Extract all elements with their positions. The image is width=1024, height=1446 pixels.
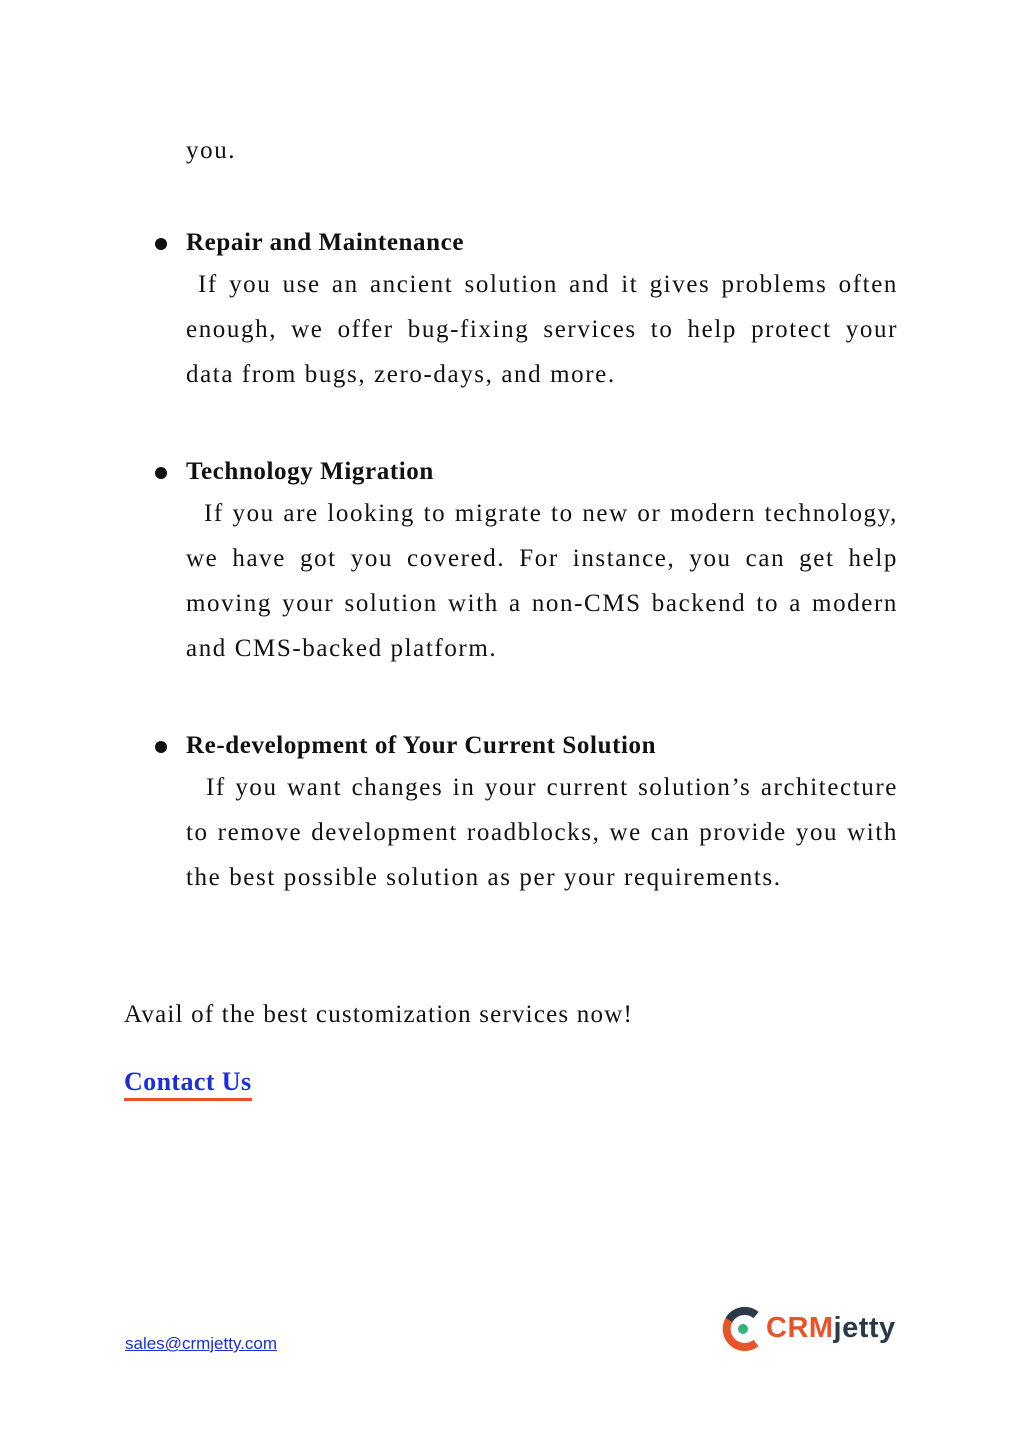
- logo-jetty: jetty: [833, 1312, 896, 1344]
- email-link[interactable]: sales@crmjetty.com: [125, 1334, 278, 1353]
- cta-text: Avail of the best customization services now!: [124, 1001, 633, 1028]
- crmjetty-logo: [722, 1306, 902, 1352]
- item-heading: Technology Migration: [186, 458, 434, 485]
- bullet-icon: [155, 238, 167, 250]
- logo-crm: CRM: [766, 1312, 834, 1344]
- item-body: If you use an ancient solution and it gives problems often enough, we offer bug-fixing services to help protect your data from bugs, zero-days, and more.: [186, 271, 898, 388]
- item-body: If you want changes in your current solution’s architecture to remove development roadblocks, we can provide you with the best possible solution as per your requirements.: [186, 774, 898, 891]
- logo-wordmark: [766, 1310, 896, 1346]
- continuation-text: you.: [186, 137, 237, 164]
- item-heading: Re-development of Your Current Solution: [186, 732, 657, 759]
- crmjetty-logo-icon: [722, 1306, 762, 1352]
- bullet-icon: [155, 467, 167, 479]
- bullet-icon: [155, 741, 167, 753]
- item-body: If you are looking to migrate to new or modern technology, we have got you covered. For instance, you can get help moving your solution with a non-CMS backend to a modern and CMS-backed platform.: [186, 500, 898, 662]
- item-heading: Repair and Maintenance: [186, 229, 465, 256]
- contact-us-link[interactable]: Contact Us: [124, 1066, 252, 1101]
